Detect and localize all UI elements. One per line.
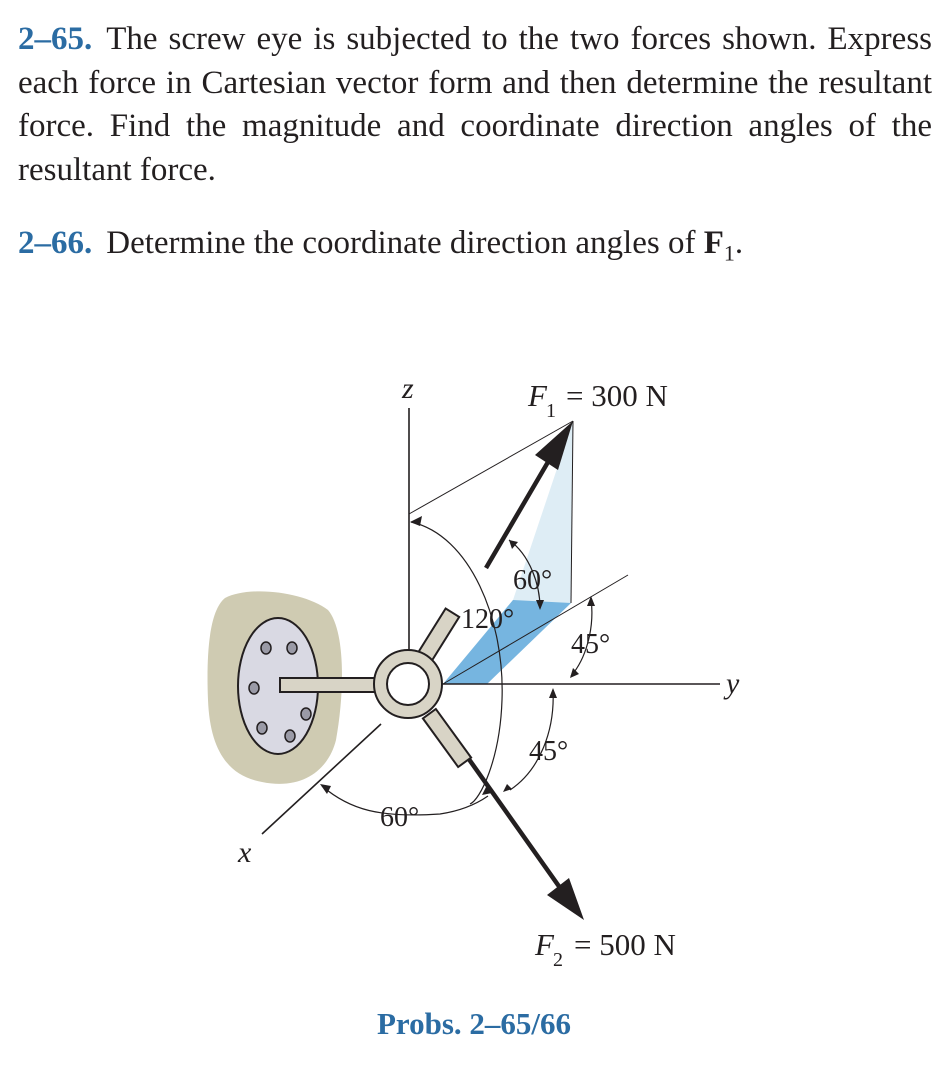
bolt-icon	[301, 708, 311, 720]
force-symbol: F	[703, 225, 724, 261]
f2-symbol: F	[535, 927, 554, 962]
force-subscript: 1	[723, 240, 735, 266]
arrowhead-icon	[503, 784, 512, 792]
f2-value: = 500 N	[574, 927, 676, 962]
f2-subscript: 2	[553, 949, 563, 971]
f1-symbol: F	[528, 378, 547, 413]
problem-number: 2–66.	[18, 225, 93, 261]
angle-label-60-bottom: 60°	[380, 802, 420, 833]
problem-number: 2–65.	[18, 21, 93, 57]
bolt-icon	[261, 642, 271, 654]
problem-text: The screw eye is subjected to the two forces shown. Express each force in Cartesian vector form and then determine the resultant force. Find the magnitude and coordinate direction angles of the resultant force.	[18, 21, 932, 188]
f2-cable-sleeve	[423, 709, 471, 767]
arrowhead-icon	[549, 688, 557, 698]
bolt-icon	[285, 730, 295, 742]
bolt-icon	[249, 682, 259, 694]
z-axis-label: z	[402, 372, 414, 405]
arrowhead-icon	[570, 668, 579, 678]
f2-shaft	[461, 748, 563, 892]
angle-label-60-top: 60°	[513, 565, 553, 596]
bolt-icon	[257, 722, 267, 734]
f2-label	[534, 927, 676, 971]
y-axis-label: y	[726, 667, 740, 700]
force-f2	[461, 748, 584, 920]
arrowhead-icon	[587, 596, 595, 606]
angle-label-45-top: 45°	[571, 629, 611, 660]
x-axis-label: x	[238, 836, 252, 869]
f1-label	[527, 378, 668, 422]
eye-hole	[387, 663, 429, 705]
angle-label-120: 120°	[461, 604, 515, 635]
arrowhead-icon	[410, 516, 422, 526]
period: .	[734, 225, 744, 261]
f1-value: = 300 N	[566, 378, 668, 413]
f1-subscript: 1	[546, 400, 556, 422]
figure-caption: Probs. 2–65/66	[376, 1006, 572, 1041]
arrowhead-icon	[509, 540, 518, 549]
problem-text: Determine the coordinate direction angles of	[106, 225, 696, 261]
eye-shank	[280, 678, 380, 692]
f2-arrowhead-icon	[547, 878, 584, 920]
bolt-icon	[287, 642, 297, 654]
angle-label-45-bottom: 45°	[529, 736, 569, 767]
